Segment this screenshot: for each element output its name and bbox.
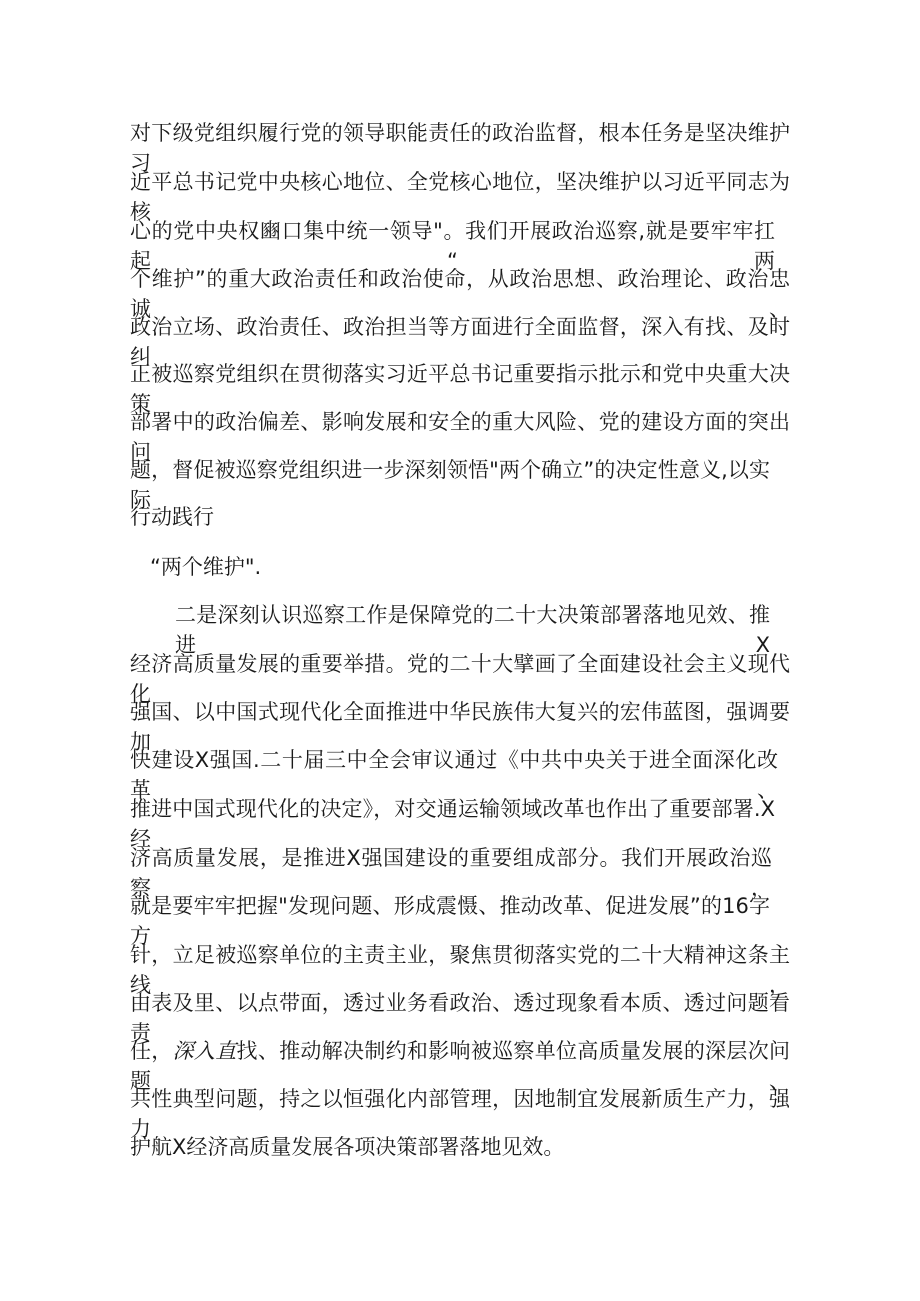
text-line: 部署中的政治偏差、影响发展和安全的重大风险、党的建设方面的突出问 xyxy=(130,410,790,464)
text-line: 就是要牢牢把握"发现问题、形成震慑、推动改革、促进发展”的16字方 xyxy=(130,894,770,948)
text-line: 针，立足被巡察单位的主责主业，聚焦贯彻落实党的二十大精神这条主线， xyxy=(130,943,790,997)
text-line: “两个维护". xyxy=(150,555,262,579)
text-line: 近平总书记党中央核心地位、全党核心地位，坚决维护以习近平同志为核 xyxy=(130,170,790,224)
text-line: 济高质量发展，是推进X强国建设的重要组成部分。我们开展政治巡察， xyxy=(130,846,772,900)
text-line: 心的党中央权豳口集中统一领导"。我们开展政治巡察,就是要牢牢扛起“两 xyxy=(130,219,775,273)
text-line: 推进中国式现代化的决定》，对交通运输领域改革也作出了重要部署.X经 xyxy=(130,797,775,851)
text-line: 题，督促被巡察党组织进一步深刻领悟"两个确立”的决定性意义,以实际 xyxy=(130,458,770,512)
text-line: 行动践行 xyxy=(130,505,214,529)
text-line: 快建设X强国.二十届三中全会审议通过《中共中央关于进全面深化改革、 xyxy=(130,748,778,802)
italic-text-segment: 深入直 xyxy=(172,1039,237,1063)
text-line xyxy=(130,1036,791,1093)
text-segment: 找、推动解决制约和影响被巡察单位高质量发展的深层次问题、 xyxy=(130,1039,791,1093)
text-line: 政治立场、政治责任、政治担当等方面进行全面监督，深入有找、及时纠 xyxy=(130,315,790,369)
text-line: 个维护”的重大政治责任和政治使命，从政治思想、政治理论、政治忠诚、 xyxy=(130,267,790,321)
text-line: 正被巡察党组织在贯彻落实习近平总书记重要指示批示和党中央重大决策 xyxy=(130,362,790,416)
text-line: 共性典型问题，持之以恒强化内部管理，因地制宜发展新质生产力，强力 xyxy=(130,1087,790,1141)
text-segment: 任， xyxy=(130,1039,173,1063)
text-line: 由表及里、以点带面，透过业务看政治、透过现象看本质、透过问题看责 xyxy=(130,991,790,1045)
text-line: 对下级党组织履行党的领导职能责任的政治监督，根本任务是坚决维护习 xyxy=(130,121,790,175)
paragraph-start-line: 二是深刻认识巡察工作是保障党的二十大决策部署落地见效、推进X xyxy=(175,603,770,657)
text-line: 经济高质量发展的重要举措。党的二十大擘画了全面建设社会主义现代化 xyxy=(130,652,790,706)
text-line: 护航X经济高质量发展各项决策部署落地见效。 xyxy=(130,1135,565,1159)
text-line: 强国、以中国式现代化全面推进中华民族伟大复兴的宏伟蓝图，强调要加 xyxy=(130,700,790,754)
